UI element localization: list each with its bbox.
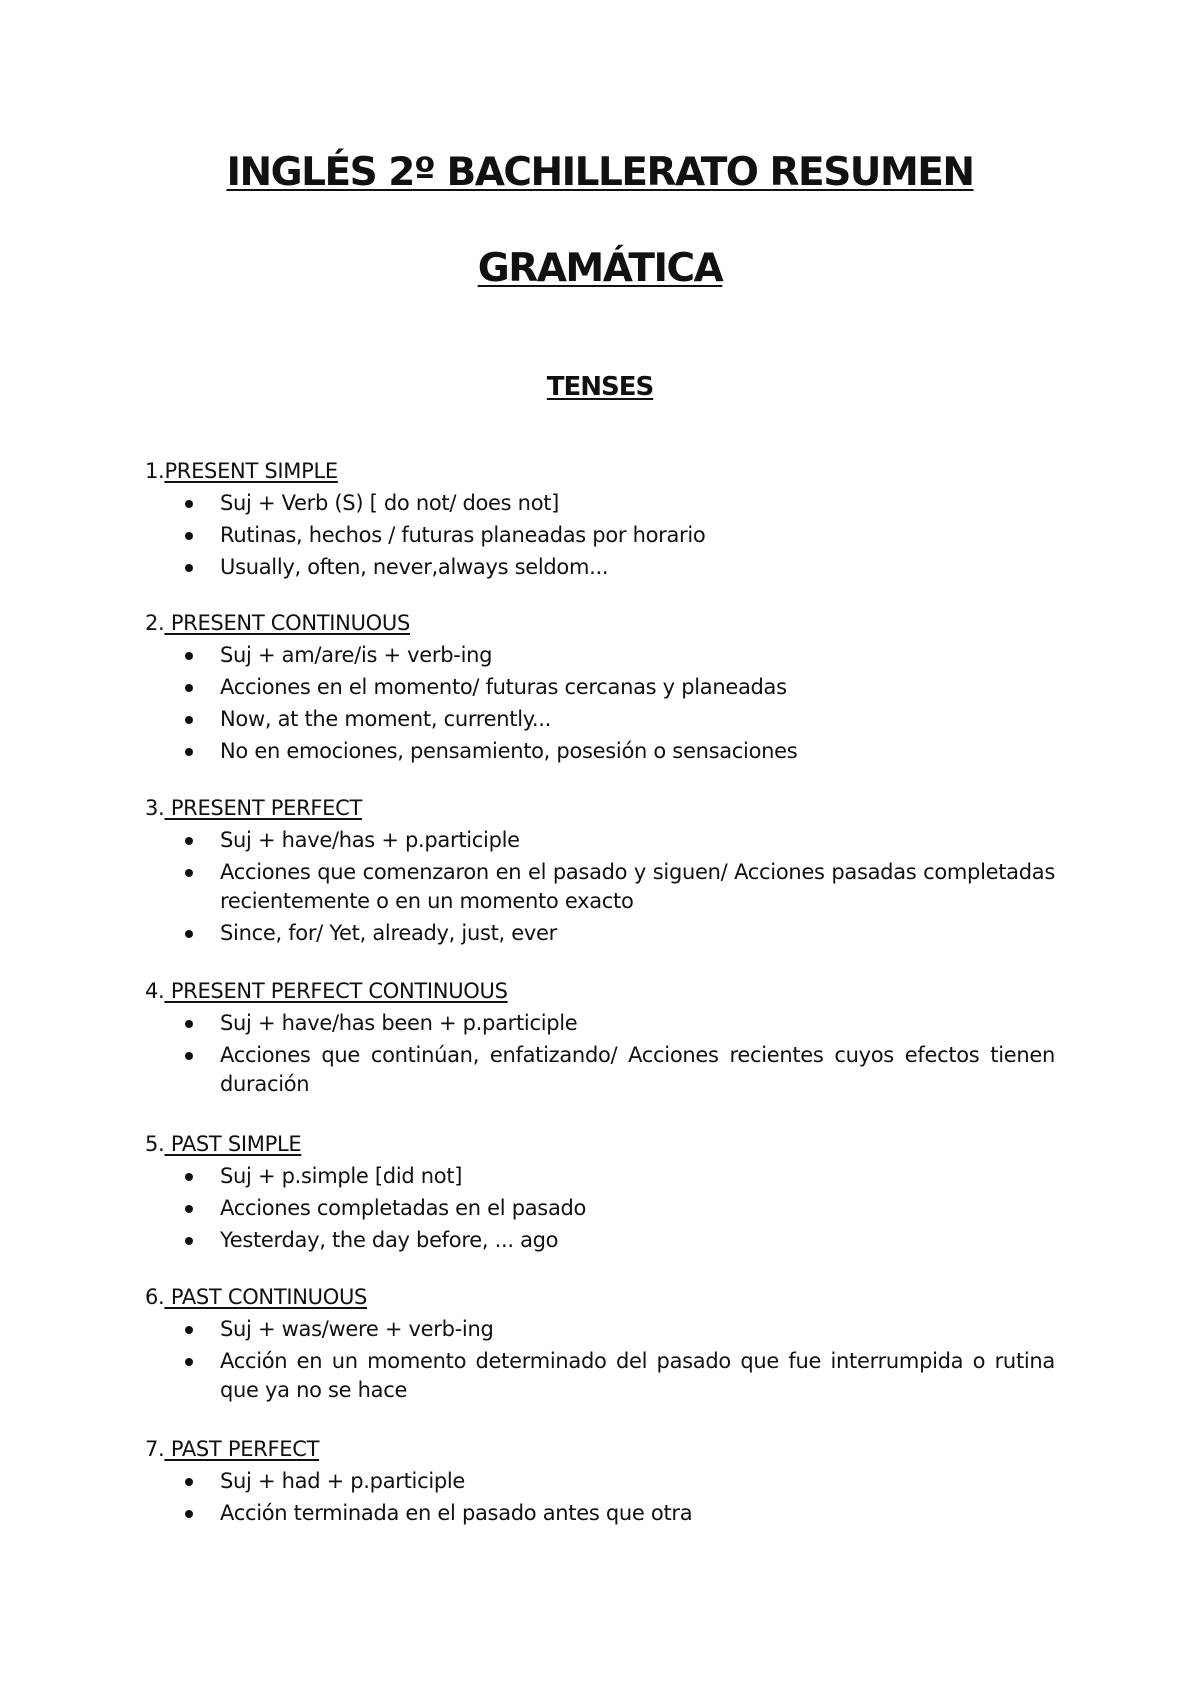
bullet-icon [185,1510,193,1518]
bullet-icon [185,748,193,756]
tense-section-past-perfect [145,1435,1055,1531]
bullet-list [145,1315,1055,1405]
list-item [145,521,1055,550]
section-name: PRESENT PERFECT [164,796,363,820]
list-item-text: Suj + have/has been + p.participle [220,1011,578,1035]
list-item [145,858,1055,916]
list-item-text: Acción en un momento determinado del pasado que fue interrumpida o rutina que ya no se hace [220,1349,1055,1402]
bullet-icon [185,716,193,724]
list-item-text: Acciones que continúan, enfatizando/ Acciones recientes cuyos efectos tienen duración [220,1043,1055,1096]
list-item [145,641,1055,670]
list-item-text: Acción terminada en el pasado antes que otra [220,1501,693,1525]
list-item-text: Suj + have/has + p.participle [220,828,520,852]
bullet-icon [185,869,193,877]
tense-section-present-continuous [145,609,1055,769]
section-heading [145,1435,1055,1464]
list-item [145,1467,1055,1496]
section-heading [145,794,1055,823]
list-item [145,1226,1055,1255]
list-item-text: Suj + am/are/is + verb-ing [220,643,493,667]
bullet-icon [185,532,193,540]
list-item-text: Suj + was/were + verb-ing [220,1317,494,1341]
section-heading [145,977,1055,1006]
list-item-text: Acciones en el momento/ futuras cercanas y planeadas [220,675,787,699]
list-item [145,1162,1055,1191]
section-number: 3. [145,796,165,820]
tense-section-present-perfect [145,794,1055,951]
section-name: PAST CONTINUOUS [164,1285,368,1309]
tense-section-past-simple [145,1130,1055,1258]
list-item-text: Since, for/ Yet, already, just, ever [220,921,558,945]
section-number: 2. [145,611,165,635]
list-item [145,673,1055,702]
bullet-list [145,641,1055,766]
bullet-icon [185,1052,193,1060]
bullet-icon [185,652,193,660]
bullet-icon [185,1478,193,1486]
list-item [145,826,1055,855]
list-item [145,553,1055,582]
section-heading [145,609,1055,638]
section-heading [145,1283,1055,1312]
list-item [145,737,1055,766]
bullet-list [145,489,1055,582]
list-item-text: Rutinas, hechos / futuras planeadas por horario [220,523,706,547]
section-name: PRESENT CONTINUOUS [164,611,410,635]
list-item [145,489,1055,518]
list-item-text: No en emociones, pensamiento, posesión o sensaciones [220,739,798,763]
section-name: PAST SIMPLE [164,1132,302,1156]
list-item [145,1315,1055,1344]
bullet-icon [185,930,193,938]
bullet-icon [185,837,193,845]
bullet-icon [185,684,193,692]
list-item-text: Suj + Verb (S) [ do not/ does not] [220,491,560,515]
list-item [145,1009,1055,1038]
bullet-icon [185,1173,193,1181]
list-item [145,1499,1055,1528]
tense-section-present-perfect-continuous [145,977,1055,1102]
list-item-text: Now, at the moment, currently... [220,707,552,731]
section-heading [145,1130,1055,1159]
list-item [145,705,1055,734]
bullet-icon [185,500,193,508]
bullet-list [145,1467,1055,1528]
section-name: PAST PERFECT [164,1437,320,1461]
list-item [145,1347,1055,1405]
bullet-icon [185,564,193,572]
bullet-icon [185,1326,193,1334]
bullet-icon [185,1237,193,1245]
bullet-icon [185,1205,193,1213]
section-heading [145,457,1055,486]
list-item-text: Suj + had + p.participle [220,1469,466,1493]
section-subtitle-tenses: TENSES [546,372,654,402]
section-name: PRESENT SIMPLE [164,459,338,483]
bullet-list [145,826,1055,948]
section-number: 1. [145,459,165,483]
list-item-text: Suj + p.simple [did not] [220,1164,463,1188]
tense-section-past-continuous [145,1283,1055,1408]
list-item-text: Usually, often, never,always seldom... [220,555,609,579]
list-item [145,1194,1055,1223]
list-item-text: Acciones completadas en el pasado [220,1196,587,1220]
bullet-list [145,1009,1055,1099]
section-number: 7. [145,1437,165,1461]
tense-section-present-simple [145,457,1055,585]
list-item [145,919,1055,948]
section-number: 4. [145,979,165,1003]
list-item [145,1041,1055,1099]
document-title: INGLÉS 2º BACHILLERATO RESUMEN [226,150,974,195]
bullet-icon [185,1358,193,1366]
section-number: 6. [145,1285,165,1309]
list-item-text: Yesterday, the day before, ... ago [220,1228,559,1252]
bullet-icon [185,1020,193,1028]
section-number: 5. [145,1132,165,1156]
bullet-list [145,1162,1055,1255]
list-item-text: Acciones que comenzaron en el pasado y siguen/ Acciones pasadas completadas recientemente o en un momento exacto [220,860,1055,913]
section-name: PRESENT PERFECT CONTINUOUS [164,979,508,1003]
document-title-line-2: GRAMÁTICA [477,246,723,291]
